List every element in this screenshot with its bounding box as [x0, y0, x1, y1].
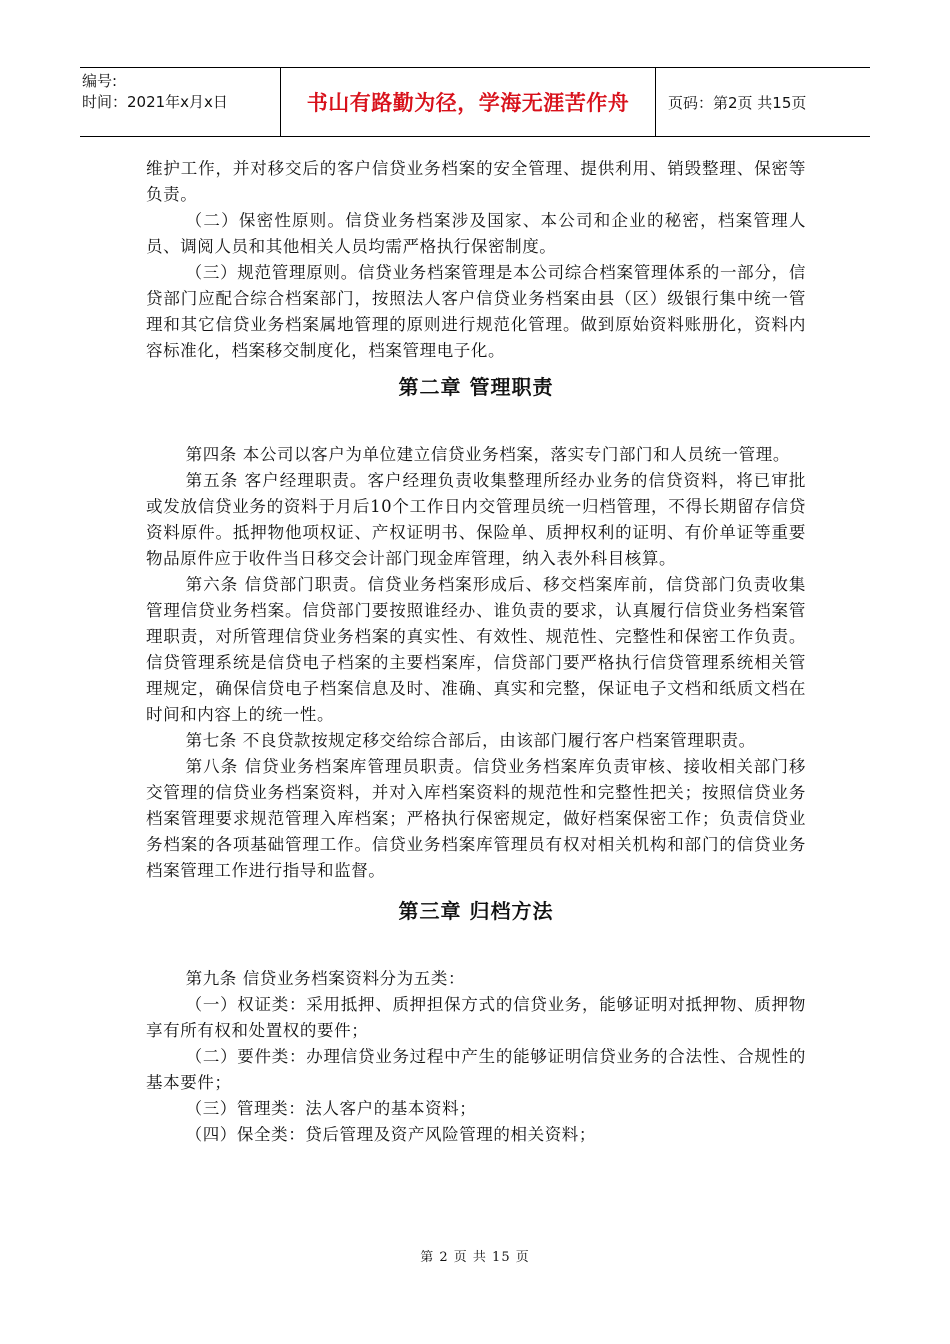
paragraph: （二）保密性原则。信贷业务档案涉及国家、本公司和企业的秘密，档案管理人员、调阅人员和其他相关人员均需严格执行保密制度。: [146, 211, 806, 256]
paragraph: 第四条 本公司以客户为单位建立信贷业务档案，落实专门部门和人员统一管理。: [185, 445, 790, 464]
paragraph: （三）管理类：法人客户的基本资料；: [185, 1099, 477, 1118]
paragraph: 第七条 不良贷款按规定移交给综合部后，由该部门履行客户档案管理职责。: [185, 731, 756, 750]
header-meta: [80, 68, 280, 136]
paragraph: （三）规范管理原则。信贷业务档案管理是本公司综合档案管理体系的一部分，信贷部门应配合综合档案部门，按照法人客户信贷业务档案由县（区）级银行集中统一管理和其它信贷业务档案属地管理的原则进行规范化管理。做到原始资料账册化，资料内容标准化，档案移交制度化，档案管理电子化。: [146, 263, 806, 360]
paragraph: 第六条 信贷部门职责。信贷业务档案形成后、移交档案库前，信贷部门负责收集管理信贷业务档案。信贷部门要按照谁经办、谁负责的要求，认真履行信贷业务档案管理职责，对所管理信贷业务档案的真实性、有效性、规范性、完整性和保密工作负责。信贷管理系统是信贷电子档案的主要档案库，信贷部门要严格执行信贷管理系统相关管理规定，确保信贷电子档案信息及时、准确、真实和完整，保证电子文档和纸质文档在时间和内容上的统一性。: [146, 575, 806, 724]
chapter-heading: 第二章 管理职责: [398, 375, 554, 399]
paragraph: （四）保全类：贷后管理及资产风险管理的相关资料；: [185, 1125, 596, 1144]
paragraph: 第九条 信贷业务档案资料分为五类：: [185, 969, 466, 988]
time-label: 时间：2021年x月x日: [82, 93, 228, 111]
chapter-heading: 第三章 归档方法: [398, 899, 554, 923]
number-label: 编号:: [82, 72, 118, 90]
header-page-info: 页码：第2页 共15页: [668, 93, 807, 112]
page-footer: 第 2 页 共 15 页: [420, 1250, 530, 1265]
paragraph: 维护工作，并对移交后的客户信贷业务档案的安全管理、提供利用、销毁整理、保密等负责。: [146, 159, 806, 204]
paragraph: （二）要件类：办理信贷业务过程中产生的能够证明信贷业务的合法性、合规性的基本要件；: [146, 1047, 806, 1092]
paragraph: （一）权证类：采用抵押、质押担保方式的信贷业务，能够证明对抵押物、质押物享有所有权和处置权的要件；: [146, 995, 806, 1040]
paragraph: 第八条 信贷业务档案库管理员职责。信贷业务档案库负责审核、接收相关部门移交管理的信贷业务档案资料，并对入库档案资料的规范性和完整性把关；按照信贷业务档案管理要求规范管理入库档案；严格执行保密规定，做好档案保密工作；负责信贷业务档案的各项基础管理工作。信贷业务档案库管理员有权对相关机构和部门的信贷业务档案管理工作进行指导和监督。: [146, 757, 806, 880]
paragraph: 第五条 客户经理职责。客户经理负责收集整理所经办业务的信贷资料，将已审批或发放信贷业务的资料于月后10个工作日内交管理员统一归档管理，不得长期留存信贷资料原件。抵押物他项权证、产权证明书、保险单、质押权利的证明、有价单证等重要物品原件应于收件当日移交会计部门现金库管理，纳入表外科目核算。: [146, 471, 806, 568]
header-motto: 书山有路勤为径，学海无涯苦作舟: [280, 68, 656, 136]
document-body: [146, 156, 806, 1148]
page-header: [80, 67, 870, 137]
